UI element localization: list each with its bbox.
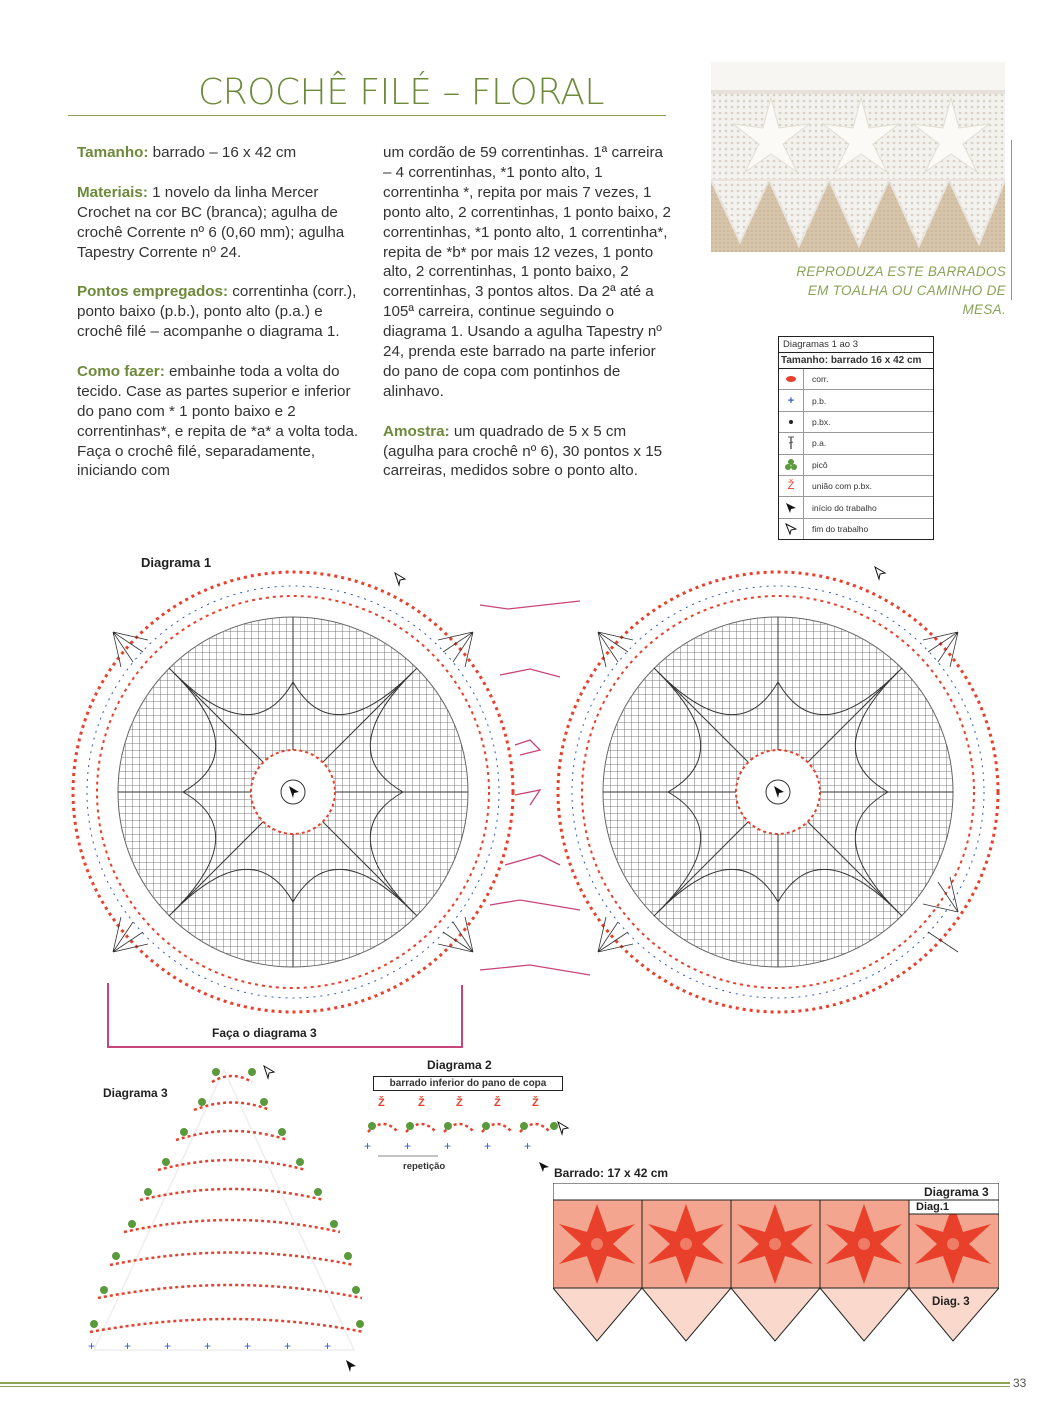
right-text-column: [383, 143, 673, 501]
svg-text:+: +: [88, 1339, 96, 1353]
pbx-icon: [779, 412, 804, 432]
diagram1-note: Faça o diagrama 3: [212, 1026, 317, 1040]
legend-label: p.bx.: [812, 416, 831, 427]
svg-text:+: +: [364, 1139, 372, 1153]
footer-rule-thin: [0, 1386, 1010, 1387]
pico-icon: [779, 455, 804, 475]
svg-text:+: +: [404, 1139, 412, 1153]
join-icon: Ž: [779, 476, 804, 496]
caption-bar: [1011, 140, 1012, 300]
page-title: CROCHÊ FILÉ – FLORAL: [198, 72, 604, 113]
diagram2-subtitle: barrado inferior do pano de copa: [373, 1076, 563, 1091]
legend-label: corr.: [812, 374, 829, 385]
svg-text:Ž: Ž: [532, 1097, 539, 1109]
stitches-label: Pontos empregados:: [77, 283, 229, 301]
svg-text:+: +: [284, 1339, 292, 1353]
svg-text:+: +: [124, 1339, 132, 1353]
size-label: Tamanho:: [77, 144, 149, 161]
border-d3b-label: Diag. 3: [932, 1296, 970, 1308]
stitches-text: correntinha (corr.), ponto baixo (p.b.), ponto alto (p.a.) e crochê filé – acompanhe o diagrama 1.: [77, 283, 357, 341]
legend-label: p.b.: [812, 395, 827, 406]
svg-text:Ž: Ž: [494, 1097, 501, 1109]
size-text: barrado – 16 x 42 cm: [148, 144, 297, 161]
svg-text:+: +: [444, 1139, 452, 1153]
sample-label: Amostra:: [383, 422, 450, 440]
svg-text:Ž: Ž: [378, 1097, 385, 1109]
svg-text:+: +: [484, 1139, 492, 1153]
svg-text:+: +: [244, 1339, 252, 1353]
border-d1-label: Diag.1: [916, 1201, 950, 1213]
legend-label: início do trabalho: [812, 502, 877, 513]
legend-row: [779, 369, 933, 390]
diagram3-chart: [84, 1060, 374, 1380]
sample-text: um quadrado de 5 x 5 cm (agulha para crochê nº 6), 30 pontos x 15 carreiras, medidos sobre o ponto alto.: [383, 422, 663, 480]
legend-row: [779, 412, 933, 433]
legend-row: [779, 433, 933, 454]
page-number: 33: [1013, 1376, 1027, 1390]
start-arrow-icon: [779, 497, 804, 517]
diagram1-chart: [60, 565, 1020, 1055]
legend-row: [779, 476, 933, 497]
end-arrow-icon: [779, 519, 804, 539]
pa-icon: [779, 433, 804, 453]
materials-text: 1 novelo da linha Mercer Crochet na cor BC (branca); agulha de crochê Corrente nº 6 (0,60 mm); agulha Tapestry Corrente nº 24.: [77, 183, 345, 261]
legend-row: [779, 390, 933, 411]
pb-icon: +: [779, 390, 804, 410]
svg-text:+: +: [164, 1339, 172, 1353]
left-text-column: [77, 143, 367, 501]
legend-row: [779, 497, 933, 518]
legend-label: picô: [812, 459, 828, 470]
diagram2-label: Diagrama 2: [427, 1058, 492, 1072]
legend-row: [779, 519, 933, 539]
border-d3-label: Diagrama 3: [924, 1185, 989, 1199]
legend-header: Diagramas 1 ao 3: [779, 337, 933, 353]
diagram2-chart: [358, 1092, 580, 1162]
border-label: Barrado: 17 x 42 cm: [554, 1166, 669, 1180]
materials-label: Materiais:: [77, 183, 148, 201]
diagram3-label: Diagrama 3: [103, 1086, 168, 1100]
svg-text:+: +: [204, 1339, 212, 1353]
legend-row: [779, 455, 933, 476]
svg-text:+: +: [324, 1339, 332, 1353]
title-rule: [68, 115, 666, 116]
lace-photo: [711, 62, 1005, 252]
legend-label: p.a.: [812, 438, 827, 449]
diagram2-repeat: repetição: [403, 1161, 446, 1172]
legend-label: fim do trabalho: [812, 523, 869, 534]
diagram1-label: Diagrama 1: [141, 555, 212, 570]
svg-text:+: +: [524, 1139, 532, 1153]
legend-table: [778, 336, 934, 540]
svg-text:Ž: Ž: [456, 1097, 463, 1109]
legend-size: Tamanho: barrado 16 x 42 cm: [779, 353, 933, 369]
legend-label: união com p.bx.: [812, 481, 873, 492]
footer-rule: [0, 1382, 1010, 1384]
corr-icon: [779, 369, 804, 389]
svg-text:Ž: Ž: [418, 1097, 425, 1109]
continue-text: um cordão de 59 correntinhas. 1ª carreira – 4 correntinhas, *1 ponto alto, 1 correntinha *, repita por mais 7 vezes, 1 ponto alto, 2 correntinhas, 1 ponto baixo, 2 correntinhas, *1 ponto alto, 1 correntinha*, repita de *b* por mais 12 vezes, 1 ponto alto, 2 correntinhas, 1 ponto baixo, 2 correntinhas, 3 pontos altos. Da 2ª até a 105ª carreira, continue seguindo o diagrama 1. Usando a agulha Tapestry nº 24, prenda este barrado na parte inferior do pano de copa com pontinhos de alinhavo.: [383, 144, 671, 400]
start-arrow-icon: [537, 1160, 551, 1174]
howto-text: embainhe toda a volta do tecido. Case as partes superior e inferior do pano com * 1 ponto baixo e 2 correntinhas*, e repita de *a* a volta toda. Faça o crochê filé, separadamente, iniciando com: [77, 362, 359, 480]
photo-caption: REPRODUZA ESTE BARRADOS EM TOALHA OU CAMINHO DE MESA.: [796, 264, 1006, 317]
howto-label: Como fazer:: [77, 362, 165, 380]
